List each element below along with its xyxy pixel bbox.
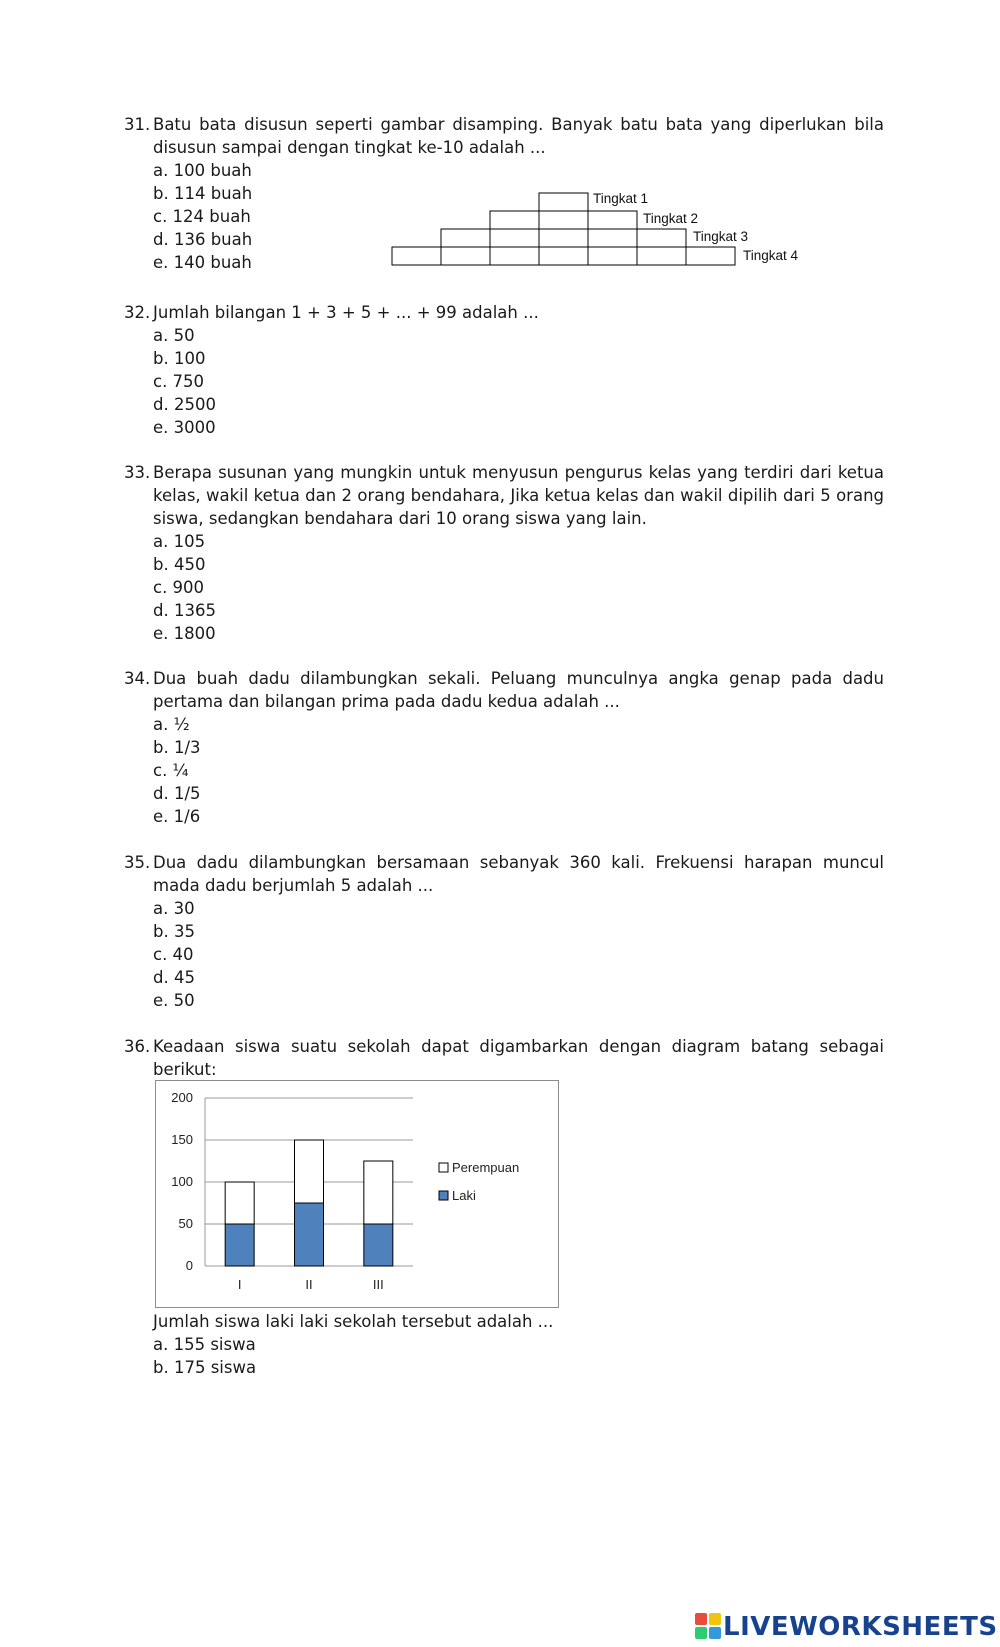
question-number: 34.: [124, 669, 151, 688]
option-d[interactable]: d. 2500: [153, 395, 216, 414]
question-text: Keadaan siswa suatu sekolah dapat digambarkan dengan diagram batang sebagai berikut:: [153, 1037, 884, 1079]
level-1-label: Tingkat 1: [593, 191, 649, 206]
question-number: 36.: [124, 1037, 151, 1056]
x-tick-label: II: [305, 1277, 313, 1292]
legend-swatch-perempuan: [439, 1163, 448, 1172]
brick: [539, 247, 588, 265]
question-35: [124, 851, 884, 1012]
option-e[interactable]: e. 1800: [153, 624, 216, 643]
question-text: Batu bata disusun seperti gambar disamping. Banyak batu bata yang diperlukan bila disusun sampai dengan tingkat ke-10 adalah ...: [153, 115, 884, 157]
option-b[interactable]: b. 100: [153, 349, 206, 368]
option-a[interactable]: a. 30: [153, 899, 195, 918]
x-tick-label: I: [237, 1277, 242, 1292]
options-list: [153, 324, 884, 439]
brick: [490, 247, 539, 265]
level-2-label: Tingkat 2: [643, 211, 699, 226]
brick: [539, 193, 588, 211]
question-text: Berapa susunan yang mungkin untuk menyusun pengurus kelas yang terdiri dari ketua kelas, wakil ketua dan 2 orang bendahara, Jika ketua kelas dan wakil dipilih dari 5 orang siswa, sedangkan bendahara dari 10 orang siswa yang lain.: [153, 463, 884, 528]
option-d[interactable]: d. 1365: [153, 601, 216, 620]
brick: [490, 211, 539, 229]
option-e[interactable]: e. 1/6: [153, 807, 201, 826]
question-number: 32.: [124, 303, 151, 322]
question-36: [124, 1035, 884, 1081]
option-d[interactable]: d. 1/5: [153, 784, 201, 803]
question-text: Dua dadu dilambungkan bersamaan sebanyak 360 kali. Frekuensi harapan muncul mada dadu berjumlah 5 adalah ...: [153, 853, 884, 895]
option-a[interactable]: a. 50: [153, 326, 195, 345]
option-e[interactable]: e. 3000: [153, 418, 216, 437]
bar-laki-II: [295, 1203, 324, 1266]
question-text: Dua buah dadu dilambungkan sekali. Peluang munculnya angka genap pada dadu pertama dan bilangan prima pada dadu kedua adalah ...: [153, 669, 884, 711]
brick: [588, 211, 637, 229]
y-tick-label: 50: [178, 1216, 193, 1231]
brick: [441, 229, 490, 247]
question-text: Jumlah bilangan 1 + 3 + 5 + ... + 99 adalah ...: [153, 303, 539, 322]
brick: [490, 229, 539, 247]
option-b[interactable]: b. 175 siswa: [153, 1358, 257, 1377]
question-34: [124, 667, 884, 828]
question-33: [124, 461, 884, 645]
brick: [539, 211, 588, 229]
option-d[interactable]: d. 136 buah: [153, 230, 253, 249]
legend-label-laki: Laki: [452, 1188, 476, 1203]
bar-laki-I: [225, 1224, 254, 1266]
bar-perempuan-III: [364, 1161, 393, 1224]
y-tick-label: 100: [171, 1174, 193, 1189]
option-b[interactable]: b. 114 buah: [153, 184, 253, 203]
option-c[interactable]: c. ¼: [153, 761, 189, 780]
option-b[interactable]: b. 1/3: [153, 738, 201, 757]
bar-perempuan-II: [295, 1140, 324, 1203]
question-number: 31.: [124, 115, 151, 134]
options-list: [153, 713, 884, 828]
brick: [588, 229, 637, 247]
y-tick-label: 200: [171, 1090, 193, 1105]
brick: [441, 247, 490, 265]
logo-icon: [695, 1613, 723, 1641]
brick: [392, 247, 441, 265]
option-a[interactable]: a. ½: [153, 715, 190, 734]
logo-text: LIVEWORKSHEETS: [723, 1612, 998, 1642]
question-number: 35.: [124, 853, 151, 872]
option-c[interactable]: c. 40: [153, 945, 194, 964]
bar-chart: [155, 1080, 559, 1308]
option-e[interactable]: e. 140 buah: [153, 253, 252, 272]
followup-text: Jumlah siswa laki laki sekolah tersebut adalah ...: [153, 1312, 554, 1331]
brick: [539, 229, 588, 247]
option-c[interactable]: c. 750: [153, 372, 205, 391]
legend-swatch-laki: [439, 1191, 448, 1200]
question-36-followup: [124, 1310, 884, 1379]
question-32: [124, 301, 884, 439]
option-e[interactable]: e. 50: [153, 991, 195, 1010]
option-a[interactable]: a. 105: [153, 532, 206, 551]
options-list: [153, 1310, 884, 1379]
brick: [588, 247, 637, 265]
option-b[interactable]: b. 35: [153, 922, 195, 941]
bar-chart-plot: [156, 1081, 558, 1307]
y-tick-label: 150: [171, 1132, 193, 1147]
bar-perempuan-I: [225, 1182, 254, 1224]
options-list: [153, 530, 884, 645]
x-tick-label: III: [372, 1277, 384, 1292]
bar-laki-III: [364, 1224, 393, 1266]
options-list: [153, 897, 884, 1012]
option-d[interactable]: d. 45: [153, 968, 195, 987]
brick: [686, 247, 735, 265]
legend-label-perempuan: Perempuan: [452, 1160, 520, 1175]
brick: [637, 247, 686, 265]
level-3-label: Tingkat 3: [693, 229, 749, 244]
level-4-label: Tingkat 4: [743, 248, 799, 263]
option-a[interactable]: a. 100 buah: [153, 161, 252, 180]
option-a[interactable]: a. 155 siswa: [153, 1335, 256, 1354]
option-c[interactable]: c. 900: [153, 578, 205, 597]
option-c[interactable]: c. 124 buah: [153, 207, 251, 226]
liveworksheets-logo[interactable]: [695, 1612, 998, 1642]
y-tick-label: 0: [185, 1258, 193, 1273]
brick: [637, 229, 686, 247]
option-b[interactable]: b. 450: [153, 555, 206, 574]
question-number: 33.: [124, 463, 151, 482]
